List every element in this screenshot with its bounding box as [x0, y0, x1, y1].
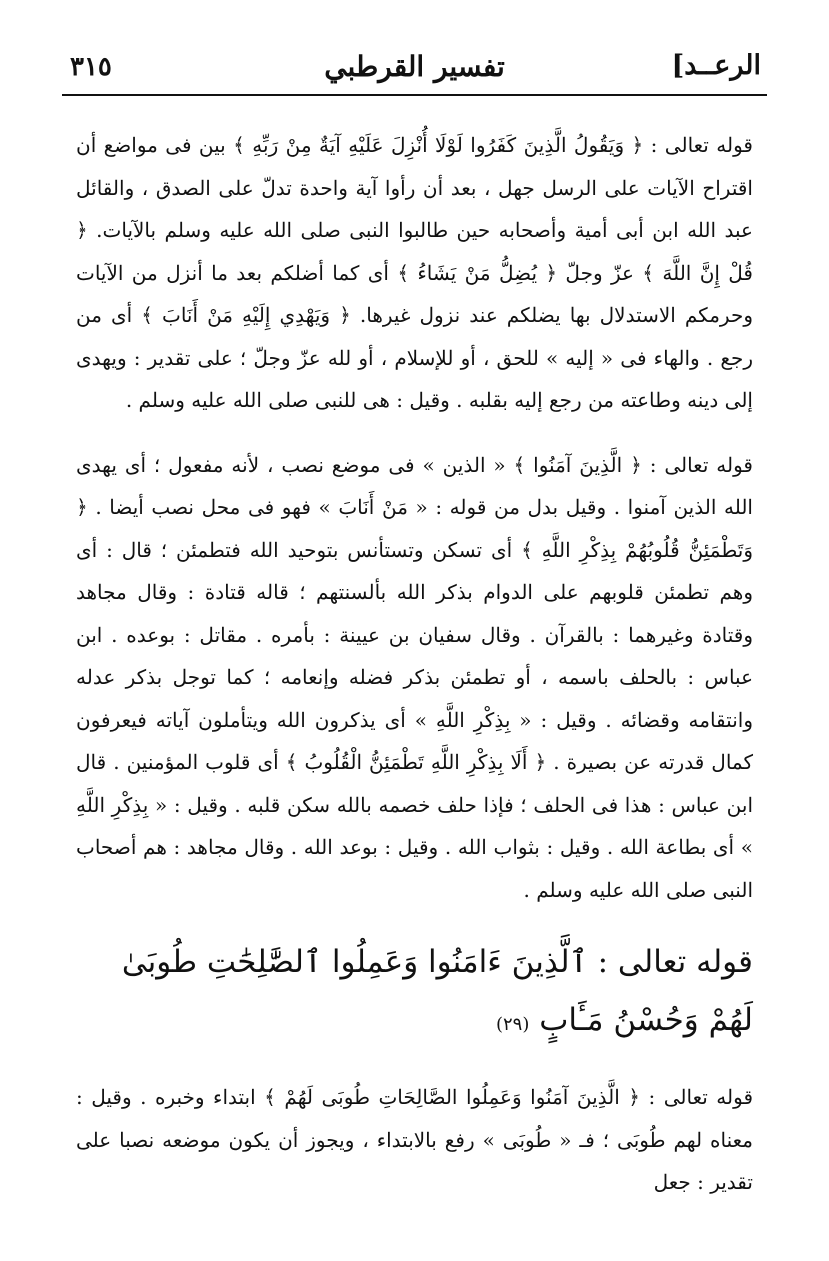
commentary-paragraph: قوله تعالى : ﴿ الَّذِينَ آمَنُوا ﴾ « الذين » فى موضع نصب ، لأنه مفعول ؛ أى يهدى الله الذين آمنوا . وقيل بدل من قوله : « مَنْ أَنَابَ » فهو فى محل نصب أيضا . ﴿ وَتَطْمَئِنُّ قُلُوبُهُمْ بِذِكْرِ اللَّهِ ﴾ أى تسكن وتستأنس بتوحيد الله فتطمئن ؛ قال : أى وهم تطمئن قلوبهم على الدوام بذكر الله بألسنتهم ؛ قاله قتادة : وقال مجاهد وقتادة وغيرهما : بالقرآن . وقال سفيان بن عيينة : بأمره . مقاتل : بوعده . ابن عباس : بالحلف باسمه ، أو تطمئن بذكر فضله وإنعامه ؛ كما توجل بذكر عدله وانتقامه وقضائه . وقيل : « بِذِكْرِ اللَّهِ » أى يذكرون الله ويتأملون آياته فيعرفون كمال قدرته عن بصيرة . ﴿ أَلَا بِذِكْرِ اللَّهِ تَطْمَئِنُّ الْقُلُوبُ ﴾ أى قلوب المؤمنين . قال ابن عباس : هذا فى الحلف ؛ فإذا حلف خصمه بالله سكن قلبه . وقيل : « بِذِكْرِ اللَّهِ » أى بطاعة الله . وقيل : بثواب الله . وقيل : بوعد الله . وقال مجاهد : هم أصحاب النبى صلى الله عليه وسلم . — [76, 452, 753, 902]
page-header — [62, 38, 767, 96]
page-body — [76, 124, 753, 1204]
verse-number: (٢٩) — [495, 1014, 530, 1035]
page-number: ٣١٥ — [70, 52, 112, 82]
book-title: تفسير القرطبي — [324, 50, 505, 83]
verse-heading — [76, 933, 753, 1054]
commentary-paragraph: قوله تعالى : ﴿ وَيَقُولُ الَّذِينَ كَفَرُوا لَوْلَا أُنْزِلَ عَلَيْهِ آيَةٌ مِنْ رَبِّهِ ﴾ بين فى مواضع أن اقتراح الآيات على الرسل جهل ، بعد أن رأوا آية واحدة تدلّ على الصدق ، والقائل عبد الله ابن أبى أمية وأصحابه حين طالبوا النبى صلى الله عليه وسلم بالآيات. ﴿ قُلْ إِنَّ اللَّهَ ﴾ عزّ وجلّ ﴿ يُضِلُّ مَنْ يَشَاءُ ﴾ أى كما أضلكم بعد ما أنزل من الآيات وحرمكم الاستدلال بها يضلكم عند نزول غيرها. ﴿ وَيَهْدِي إِلَيْهِ مَنْ أَنَابَ ﴾ أى من رجع . والهاء فى « إليه » للحق ، أو للإسلام ، أو لله عزّ وجلّ ؛ على تقدير : ويهدى إلى دينه وطاعته من رجع إليه بقلبه . وقيل : هى للنبى صلى الله عليه وسلم . — [76, 133, 753, 412]
surah-label: الرعــد] — [671, 50, 761, 81]
commentary-paragraph: قوله تعالى : ﴿ الَّذِينَ آمَنُوا وَعَمِلُوا الصَّالِحَاتِ طُوبَى لَهُمْ ﴾ ابتداء وخبره . وقيل : معناه لهم طُوبَى ؛ فـ « طُوبَى » رفع بالابتداء ، ويجوز أن يكون موضعه نصبا على تقدير : جعل — [76, 1085, 754, 1194]
verse-heading-text: قوله تعالى : ٱلَّذِينَ ءَامَنُوا وَعَمِلُوا ٱلصَّٰلِحَٰتِ طُوبَىٰ لَهُمْ وَحُسْنُ مَـَٔابٍ — [121, 944, 753, 1038]
